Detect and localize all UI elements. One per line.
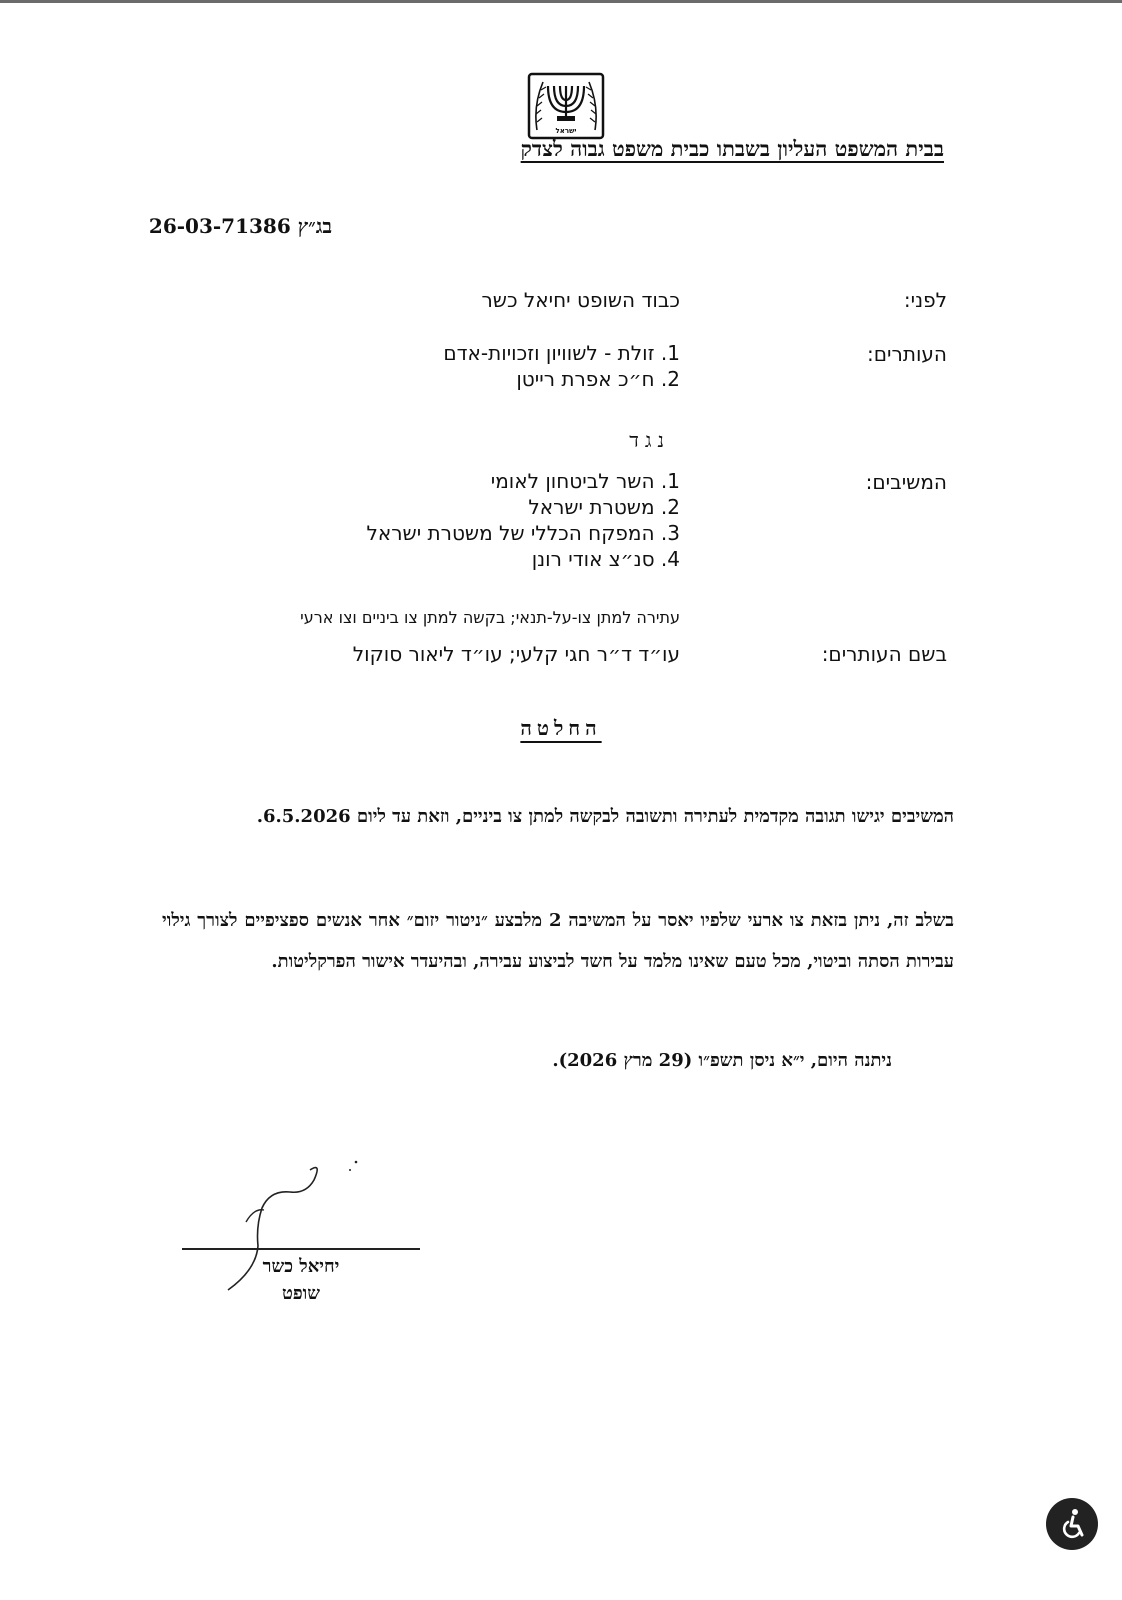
list-item: 3. המפקח הכללי של משטרת ישראל: [366, 521, 680, 545]
judge-name: יחיאל כשר: [262, 1256, 340, 1277]
accessibility-icon: [1055, 1507, 1089, 1541]
petitioners-label: העותרים:: [867, 342, 947, 366]
list-item: 2. משטרת ישראל: [528, 495, 680, 519]
counsel-value: עו״ד ד״ר חגי קלעי; עו״ד ליאור סוקול: [352, 642, 680, 666]
decision-paragraph-1: המשיבים יגישו תגובה מקדמית לעתירה ותשובה לבקשה למתן צו ביניים, וזאת עד ליום 6.5.2026.: [256, 806, 954, 827]
before-value: כבוד השופט יחיאל כשר: [481, 288, 680, 312]
respondents-label: המשיבים:: [865, 470, 947, 494]
list-item: 1. השר לביטחון לאומי: [490, 469, 680, 493]
respondents-list: [367, 468, 681, 572]
court-title: בבית המשפט העליון בשבתו כבית משפט גבוה לצדק: [520, 136, 944, 161]
petitioners-list: [443, 340, 680, 392]
top-border: [0, 0, 1122, 3]
signature-line: [182, 1248, 420, 1250]
decision-title: החלטה: [520, 716, 602, 740]
given-date: ניתנה היום, י״א ניסן תשפ״ו (29 מרץ 2026).: [552, 1050, 892, 1071]
state-emblem-icon: [527, 72, 605, 140]
before-label: לפני:: [903, 288, 947, 312]
counsel-label: בשם העותרים:: [821, 642, 947, 666]
list-item: 4. סנ״צ אודי רונן: [531, 547, 680, 571]
accessibility-button[interactable]: [1046, 1498, 1098, 1550]
petition-subject: עתירה למתן צו-על-תנאי; בקשה למתן צו ביניים וצו ארעי: [300, 608, 680, 627]
svg-text:ישראל: ישראל: [555, 127, 577, 135]
case-number: בג״ץ 26-03-71386: [148, 214, 332, 238]
list-item: 2. ח״כ אפרת רייטן: [516, 367, 680, 391]
decision-paragraph-2: בשלב זה, ניתן בזאת צו ארעי שלפיו יאסר על המשיבה 2 מלבצע ״ניטור יזום״ אחר אנשים ספציפיים לצורך גילוי עבירות הסתה וביטוי, מכל טעם שאינו מלמד על חשד לביצוע עבירה, ובהיעדר אישור הפרקליטות.: [162, 910, 954, 972]
judge-title: שופט: [281, 1283, 320, 1304]
versus: נגד: [629, 428, 670, 452]
list-item: 1. זולת - לשוויון וזכויות-אדם: [443, 341, 680, 365]
